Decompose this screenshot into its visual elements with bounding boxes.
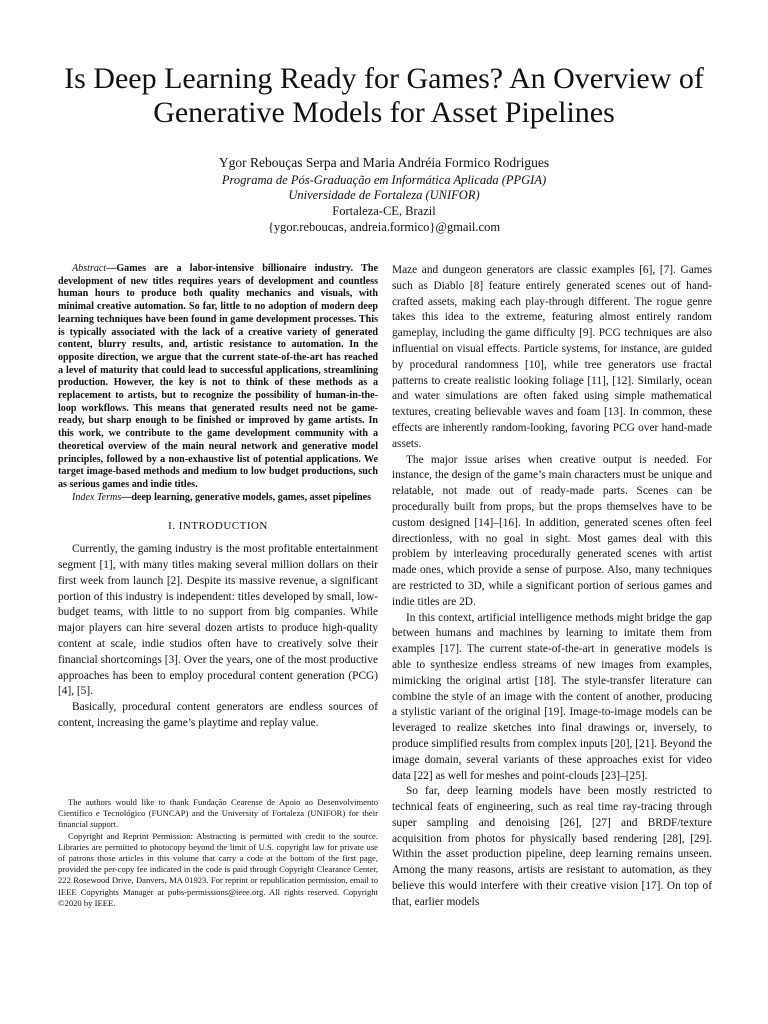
right-paragraph-1: Maze and dungeon generators are classic examples [6], [7]. Games such as Diablo [8] feature entirely generated scenes out of hand-crafted assets, making each play-through different. The rogue genre takes this idea to the extreme, featuring almost entirely random gameplay, including the game difficulty [9]. PCG techniques are also influential on visual effects. Particle systems, for instance, are guided by procedural randomness [10], while tree generators use fractal patterns to create realistic looking foliage [11], [12]. Similarly, ocean and water simulations are often faked using simple mathematical textures, creating believable waves and foam [13]. In common, these effects are inherently random-looking, favoring PCG over hand-made assets. [392, 264, 712, 450]
author-email: {ygor.reboucas, andreia.formico}@gmail.com [267, 220, 501, 234]
index-terms-label: Index Terms [72, 491, 122, 503]
author-university: Universidade de Fortaleza (UNIFOR) [288, 188, 480, 202]
right-paragraph-3: In this context, artificial intelligence methods might bridge the gap between humans and machines by learning to imitate them from examples [17]. The current state-of-the-art in generative models is able to synthesize endless streams of new images from examples, mimicking the original artist [18]. The style-transfer literature can combine the style of an image with the content of another, producing a stylistic variant of the original [19]. Image-to-image models can be leveraged to realize sketches into final drawings or, inversely, to produce simplified results from complex inputs [20], [21]. Beyond the image domain, several variants of these approaches exist for video data [22] as well for meshes and point-clouds [23]–[25]. [392, 611, 712, 782]
index-terms-text: —deep learning, generative models, games, asset pipelines [121, 491, 372, 503]
abstract-text: —Games are a labor-intensive billionaire industry. The development of new titles requires years of development and countless human hours to produce both quality mechanics and visuals, with minimal creative automation. So far, little to no adoption of modern deep learning techniques have been found in game development processes. This is typically associated with the lack of a creative variety of generated content, blurry results, and, artistic resistance to automation. In the opposite direction, we argue that the current state-of-the-art has reached a level of maturity that could lead to successful applications, streamlining production. However, the key is not to think of these methods as a replacement to artists, but to recognize the possibility of human-in-the-loop workflows. This means that generated results need not be game-ready, but sharp enough to be finished or improved by game artists. In this work, we contribute to the game development community with a theoretical overview of the main neural network and generative model principles, followed by a non-exhaustive list of potential applications. We target image-based methods and medium to low budget productions, such as serious games and indie titles. [58, 263, 378, 490]
footnote-copyright: Copyright and Reprint Permission: Abstracting is permitted with credit to the source. Libraries are permitted to photocopy beyond the limit of U.S. copyright law for private use of patrons those articles in this volume that carry a code at the bottom of the first page, provided the per-copy fee indicated in the code is paid through Copyright Clearance Center, 222 Rosewood Drive, Danvers, MA 01923. For reprint or republication permission, email to IEEE Copyrights Manager at pubs-permissions@ieee.org. All rights reserved. Copyright ©2020 by IEEE. [58, 830, 378, 908]
left-column [58, 263, 378, 732]
intro-paragraph-2: Basically, procedural content generators are endless sources of content, increasing the game’s playtime and replay value. [58, 701, 378, 729]
right-paragraph-4: So far, deep learning models have been mostly restricted to technical feats of engineering, such as real time ray-tracing through super sampling and denoising [26], [27] and BRDF/texture acquisition from photos for physically based rendering [28], [29]. Within the asset production pipeline, deep learning remains unseen. Among the many reasons, artists are resistant to automation, as they believe this would interfere with their creative vision [17]. On top of that, earlier models [392, 785, 712, 908]
index-terms [58, 492, 378, 505]
author-names: Ygor Rebouças Serpa and Maria Andréia Formico Rodrigues [218, 155, 550, 170]
author-location: Fortaleza-CE, Brazil [332, 204, 436, 218]
right-paragraph-2: The major issue arises when creative output is needed. For instance, the design of the game’s main characters must be unique and relatable, not made out of ready-made parts. Scenes can be procedurally built from props, but the props themselves have to be custom designed [14]–[16]. In addition, generated scenes often feel directionless, with no goal in sight. Most games deal with this problem by interleaving procedurally generated scenes with artist made ones, which provide a sense of purpose. Also, many techniques are restricted to 3D, while a significant portion of serious games and indie titles are 2D. [392, 453, 712, 608]
footnote-acknowledgement: The authors would like to thank Fundação Cearense de Apoio ao Desenvolvimento Científico e Tecnológico (FUNCAP) and the University of Fortaleza (UNIFOR) for their financial support. [58, 797, 378, 830]
abstract [58, 263, 378, 492]
paper-title: Is Deep Learning Ready for Games? An Overview of Generative Models for Asset Pipelines [64, 62, 704, 129]
section-heading-introduction: I. INTRODUCTION [168, 520, 268, 533]
right-column [392, 263, 712, 911]
footnotes [58, 797, 378, 909]
abstract-label: Abstract [72, 263, 107, 274]
author-program: Programa de Pós-Graduação em Informática Aplicada (PPGIA) [221, 173, 547, 187]
intro-paragraph-1: Currently, the gaming industry is the most profitable entertainment segment [1], with many titles making several million dollars on their first week from launch [2]. Despite its massive revenue, a significant portion of this industry is independent: titles developed by small, low-budget teams, with little to no support from big companies. While major players can hire several dozen artists to produce high-quality content at scale, indie studios often have to creatively solve their financial shortcomings [3]. Over the years, one of the most productive approaches has been to employ procedural content generation (PCG) [4], [5]. [58, 543, 378, 698]
